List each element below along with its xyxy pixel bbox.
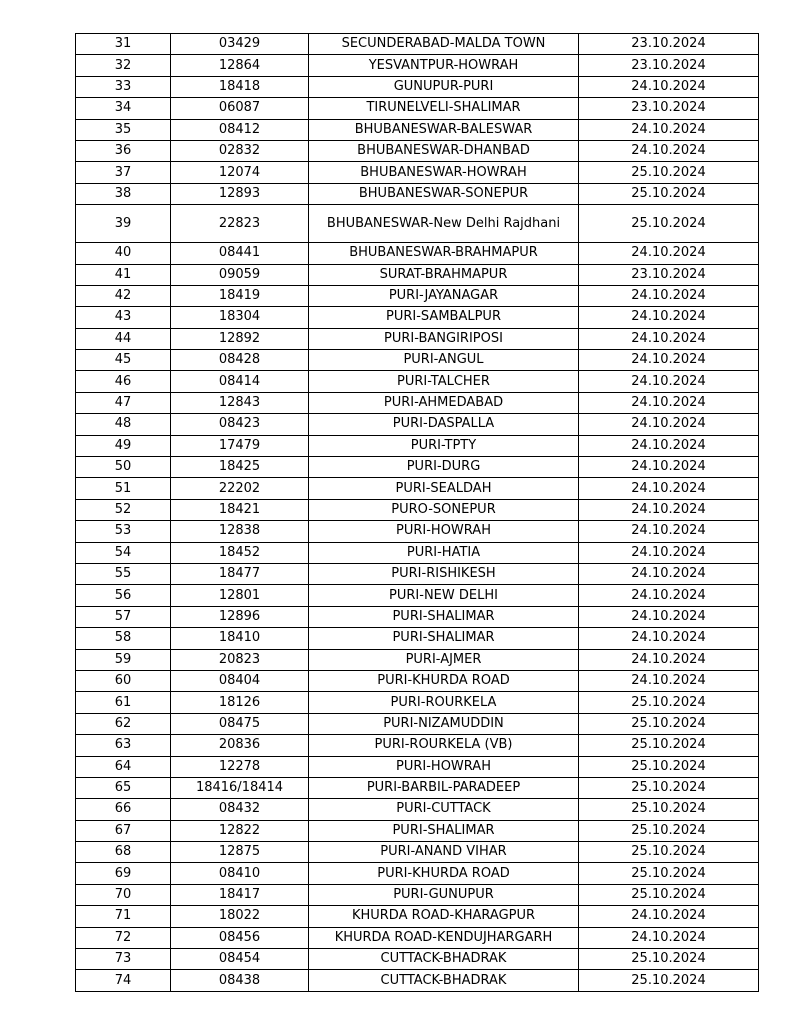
date-cell: 24.10.2024 <box>579 392 759 413</box>
route-cell: CUTTACK-BHADRAK <box>309 949 579 970</box>
route-cell: PURI-KHURDA ROAD <box>309 863 579 884</box>
route-cell: PURI-ANAND VIHAR <box>309 842 579 863</box>
route-cell: SURAT-BRAHMAPUR <box>309 264 579 285</box>
route-cell: BHUBANESWAR-BRAHMAPUR <box>309 243 579 264</box>
date-cell: 25.10.2024 <box>579 692 759 713</box>
train-number-cell: 08475 <box>171 713 309 734</box>
serial-number-cell: 47 <box>76 392 171 413</box>
serial-number-cell: 31 <box>76 34 171 55</box>
serial-number-cell: 32 <box>76 55 171 76</box>
table-row <box>76 863 759 884</box>
date-cell: 24.10.2024 <box>579 371 759 392</box>
date-cell: 24.10.2024 <box>579 285 759 306</box>
serial-number-cell: 67 <box>76 820 171 841</box>
train-number-cell: 18477 <box>171 563 309 584</box>
table-row <box>76 521 759 542</box>
route-cell: SECUNDERABAD-MALDA TOWN <box>309 34 579 55</box>
table-row <box>76 799 759 820</box>
train-number-cell: 08410 <box>171 863 309 884</box>
train-number-cell: 18421 <box>171 499 309 520</box>
serial-number-cell: 56 <box>76 585 171 606</box>
table-row <box>76 949 759 970</box>
date-cell: 25.10.2024 <box>579 863 759 884</box>
serial-number-cell: 55 <box>76 563 171 584</box>
serial-number-cell: 57 <box>76 606 171 627</box>
route-cell: BHUBANESWAR-SONEPUR <box>309 183 579 204</box>
route-cell: PURI-BANGIRIPOSI <box>309 328 579 349</box>
train-number-cell: 12801 <box>171 585 309 606</box>
serial-number-cell: 53 <box>76 521 171 542</box>
serial-number-cell: 49 <box>76 435 171 456</box>
train-number-cell: 18416/18414 <box>171 777 309 798</box>
route-cell: KHURDA ROAD-KHARAGPUR <box>309 906 579 927</box>
date-cell: 25.10.2024 <box>579 777 759 798</box>
serial-number-cell: 69 <box>76 863 171 884</box>
train-number-cell: 18417 <box>171 884 309 905</box>
train-number-cell: 08404 <box>171 670 309 691</box>
table-row <box>76 563 759 584</box>
date-cell: 24.10.2024 <box>579 307 759 328</box>
table-row <box>76 692 759 713</box>
date-cell: 25.10.2024 <box>579 162 759 183</box>
date-cell: 24.10.2024 <box>579 563 759 584</box>
train-number-cell: 08414 <box>171 371 309 392</box>
train-number-cell: 08438 <box>171 970 309 991</box>
serial-number-cell: 39 <box>76 205 171 243</box>
train-number-cell: 08456 <box>171 927 309 948</box>
route-cell: PURI-BARBIL-PARADEEP <box>309 777 579 798</box>
table-row <box>76 140 759 161</box>
route-cell: PURI-HOWRAH <box>309 756 579 777</box>
route-cell: PURI-NEW DELHI <box>309 585 579 606</box>
route-cell: PURI-DASPALLA <box>309 414 579 435</box>
serial-number-cell: 52 <box>76 499 171 520</box>
route-cell: PURI-SHALIMAR <box>309 606 579 627</box>
serial-number-cell: 50 <box>76 457 171 478</box>
serial-number-cell: 70 <box>76 884 171 905</box>
route-cell: PURI-TALCHER <box>309 371 579 392</box>
route-cell: CUTTACK-BHADRAK <box>309 970 579 991</box>
table-row <box>76 499 759 520</box>
serial-number-cell: 45 <box>76 350 171 371</box>
date-cell: 23.10.2024 <box>579 98 759 119</box>
table-row <box>76 970 759 991</box>
table-row <box>76 371 759 392</box>
serial-number-cell: 58 <box>76 628 171 649</box>
train-number-cell: 18425 <box>171 457 309 478</box>
table-row <box>76 119 759 140</box>
date-cell: 24.10.2024 <box>579 435 759 456</box>
serial-number-cell: 44 <box>76 328 171 349</box>
table-row <box>76 264 759 285</box>
route-cell: TIRUNELVELI-SHALIMAR <box>309 98 579 119</box>
route-cell: PURI-NIZAMUDDIN <box>309 713 579 734</box>
date-cell: 23.10.2024 <box>579 34 759 55</box>
date-cell: 25.10.2024 <box>579 183 759 204</box>
route-cell: PURI-ROURKELA <box>309 692 579 713</box>
date-cell: 24.10.2024 <box>579 606 759 627</box>
route-cell: GUNUPUR-PURI <box>309 76 579 97</box>
table-row <box>76 478 759 499</box>
date-cell: 24.10.2024 <box>579 414 759 435</box>
date-cell: 24.10.2024 <box>579 628 759 649</box>
route-cell: BHUBANESWAR-New Delhi Rajdhani <box>309 205 579 243</box>
table-row <box>76 906 759 927</box>
date-cell: 25.10.2024 <box>579 799 759 820</box>
route-cell: PURI-CUTTACK <box>309 799 579 820</box>
train-number-cell: 08441 <box>171 243 309 264</box>
train-number-cell: 12875 <box>171 842 309 863</box>
train-number-cell: 02832 <box>171 140 309 161</box>
table-row <box>76 542 759 563</box>
table-row <box>76 55 759 76</box>
train-number-cell: 20836 <box>171 735 309 756</box>
date-cell: 24.10.2024 <box>579 521 759 542</box>
train-number-cell: 18304 <box>171 307 309 328</box>
train-number-cell: 18410 <box>171 628 309 649</box>
train-number-cell: 12893 <box>171 183 309 204</box>
table-row <box>76 414 759 435</box>
date-cell: 25.10.2024 <box>579 949 759 970</box>
table-row <box>76 884 759 905</box>
date-cell: 23.10.2024 <box>579 55 759 76</box>
table-row <box>76 76 759 97</box>
train-number-cell: 18452 <box>171 542 309 563</box>
date-cell: 25.10.2024 <box>579 735 759 756</box>
train-number-cell: 20823 <box>171 649 309 670</box>
train-number-cell: 12864 <box>171 55 309 76</box>
train-number-cell: 18418 <box>171 76 309 97</box>
serial-number-cell: 46 <box>76 371 171 392</box>
route-cell: BHUBANESWAR-DHANBAD <box>309 140 579 161</box>
date-cell: 24.10.2024 <box>579 350 759 371</box>
serial-number-cell: 74 <box>76 970 171 991</box>
train-number-cell: 12892 <box>171 328 309 349</box>
date-cell: 24.10.2024 <box>579 243 759 264</box>
date-cell: 24.10.2024 <box>579 649 759 670</box>
table-row <box>76 350 759 371</box>
serial-number-cell: 68 <box>76 842 171 863</box>
route-cell: PURI-HOWRAH <box>309 521 579 542</box>
serial-number-cell: 62 <box>76 713 171 734</box>
train-number-cell: 12843 <box>171 392 309 413</box>
serial-number-cell: 40 <box>76 243 171 264</box>
train-number-cell: 08423 <box>171 414 309 435</box>
date-cell: 24.10.2024 <box>579 140 759 161</box>
route-cell: PURI-SEALDAH <box>309 478 579 499</box>
date-cell: 24.10.2024 <box>579 457 759 478</box>
table-row <box>76 328 759 349</box>
table-row <box>76 205 759 243</box>
serial-number-cell: 33 <box>76 76 171 97</box>
route-cell: PURI-ANGUL <box>309 350 579 371</box>
table-row <box>76 34 759 55</box>
route-cell: PURI-TPTY <box>309 435 579 456</box>
route-cell: PURI-HATIA <box>309 542 579 563</box>
table-row <box>76 777 759 798</box>
table-row <box>76 392 759 413</box>
train-table-body <box>76 34 759 992</box>
serial-number-cell: 41 <box>76 264 171 285</box>
serial-number-cell: 43 <box>76 307 171 328</box>
serial-number-cell: 63 <box>76 735 171 756</box>
table-row <box>76 307 759 328</box>
serial-number-cell: 37 <box>76 162 171 183</box>
table-row <box>76 927 759 948</box>
train-number-cell: 06087 <box>171 98 309 119</box>
train-number-cell: 17479 <box>171 435 309 456</box>
train-number-cell: 22202 <box>171 478 309 499</box>
train-number-cell: 18126 <box>171 692 309 713</box>
date-cell: 24.10.2024 <box>579 328 759 349</box>
route-cell: BHUBANESWAR-BALESWAR <box>309 119 579 140</box>
route-cell: PURO-SONEPUR <box>309 499 579 520</box>
table-row <box>76 713 759 734</box>
route-cell: KHURDA ROAD-KENDUJHARGARH <box>309 927 579 948</box>
serial-number-cell: 42 <box>76 285 171 306</box>
train-number-cell: 12074 <box>171 162 309 183</box>
route-cell: PURI-KHURDA ROAD <box>309 670 579 691</box>
table-row <box>76 183 759 204</box>
table-row <box>76 162 759 183</box>
route-cell: PURI-AHMEDABAD <box>309 392 579 413</box>
serial-number-cell: 64 <box>76 756 171 777</box>
table-row <box>76 606 759 627</box>
train-number-cell: 08412 <box>171 119 309 140</box>
table-row <box>76 820 759 841</box>
serial-number-cell: 51 <box>76 478 171 499</box>
table-row <box>76 98 759 119</box>
route-cell: PURI-AJMER <box>309 649 579 670</box>
route-cell: PURI-SAMBALPUR <box>309 307 579 328</box>
date-cell: 25.10.2024 <box>579 756 759 777</box>
table-row <box>76 670 759 691</box>
serial-number-cell: 54 <box>76 542 171 563</box>
train-number-cell: 09059 <box>171 264 309 285</box>
serial-number-cell: 73 <box>76 949 171 970</box>
serial-number-cell: 60 <box>76 670 171 691</box>
serial-number-cell: 61 <box>76 692 171 713</box>
train-number-cell: 12838 <box>171 521 309 542</box>
route-cell: PURI-JAYANAGAR <box>309 285 579 306</box>
serial-number-cell: 72 <box>76 927 171 948</box>
date-cell: 23.10.2024 <box>579 264 759 285</box>
table-row <box>76 243 759 264</box>
date-cell: 24.10.2024 <box>579 585 759 606</box>
route-cell: PURI-DURG <box>309 457 579 478</box>
route-cell: BHUBANESWAR-HOWRAH <box>309 162 579 183</box>
serial-number-cell: 66 <box>76 799 171 820</box>
date-cell: 24.10.2024 <box>579 670 759 691</box>
route-cell: PURI-SHALIMAR <box>309 628 579 649</box>
date-cell: 24.10.2024 <box>579 76 759 97</box>
table-row <box>76 735 759 756</box>
date-cell: 25.10.2024 <box>579 820 759 841</box>
date-cell: 24.10.2024 <box>579 119 759 140</box>
serial-number-cell: 38 <box>76 183 171 204</box>
train-table <box>75 33 759 992</box>
train-number-cell: 22823 <box>171 205 309 243</box>
train-number-cell: 18022 <box>171 906 309 927</box>
train-number-cell: 12896 <box>171 606 309 627</box>
date-cell: 25.10.2024 <box>579 205 759 243</box>
serial-number-cell: 34 <box>76 98 171 119</box>
table-row <box>76 842 759 863</box>
route-cell: PURI-GUNUPUR <box>309 884 579 905</box>
train-number-cell: 12822 <box>171 820 309 841</box>
serial-number-cell: 65 <box>76 777 171 798</box>
date-cell: 25.10.2024 <box>579 713 759 734</box>
train-number-cell: 08428 <box>171 350 309 371</box>
table-row <box>76 756 759 777</box>
train-number-cell: 03429 <box>171 34 309 55</box>
table-row <box>76 285 759 306</box>
route-cell: PURI-RISHIKESH <box>309 563 579 584</box>
date-cell: 25.10.2024 <box>579 842 759 863</box>
train-number-cell: 08432 <box>171 799 309 820</box>
serial-number-cell: 48 <box>76 414 171 435</box>
table-row <box>76 649 759 670</box>
table-row <box>76 585 759 606</box>
table-row <box>76 457 759 478</box>
route-cell: PURI-ROURKELA (VB) <box>309 735 579 756</box>
date-cell: 24.10.2024 <box>579 478 759 499</box>
route-cell: PURI-SHALIMAR <box>309 820 579 841</box>
train-number-cell: 12278 <box>171 756 309 777</box>
route-cell: YESVANTPUR-HOWRAH <box>309 55 579 76</box>
serial-number-cell: 35 <box>76 119 171 140</box>
date-cell: 25.10.2024 <box>579 884 759 905</box>
date-cell: 24.10.2024 <box>579 927 759 948</box>
serial-number-cell: 36 <box>76 140 171 161</box>
serial-number-cell: 71 <box>76 906 171 927</box>
table-row <box>76 628 759 649</box>
serial-number-cell: 59 <box>76 649 171 670</box>
date-cell: 24.10.2024 <box>579 499 759 520</box>
train-number-cell: 08454 <box>171 949 309 970</box>
date-cell: 24.10.2024 <box>579 906 759 927</box>
train-number-cell: 18419 <box>171 285 309 306</box>
table-row <box>76 435 759 456</box>
date-cell: 25.10.2024 <box>579 970 759 991</box>
date-cell: 24.10.2024 <box>579 542 759 563</box>
